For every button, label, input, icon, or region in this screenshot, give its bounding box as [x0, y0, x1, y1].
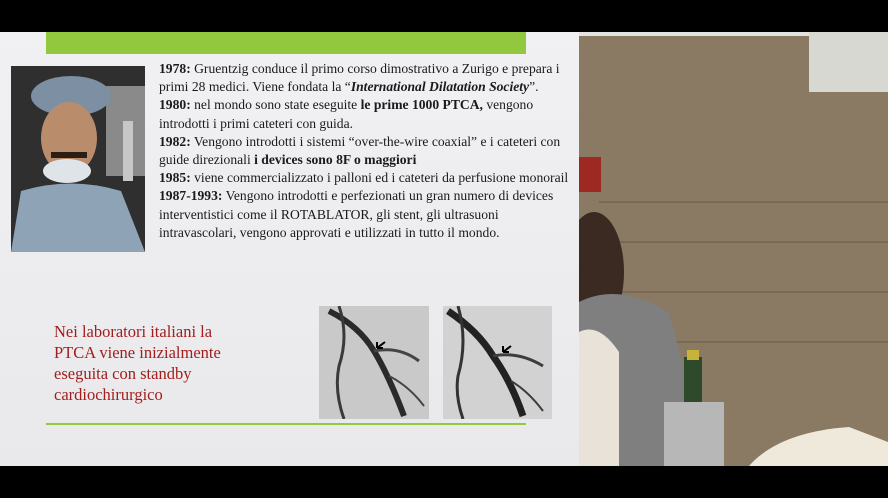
speaker-camera-view [579, 32, 888, 466]
history-entry: 1982: Vengono introdotti i sistemi “over-the-wire coaxial” e i cateteri con guide direzionali i devices sono 8F o maggiori [159, 133, 561, 168]
letterbox-bottom [0, 466, 888, 498]
history-entry: 1980: nel mondo sono state eseguite le prime 1000 PTCA, vengono introdotti i primi cateteri con guida. [159, 97, 534, 131]
history-entry: 1985: viene commercializzato i palloni ed i cateteri da perfusione monorail [159, 170, 569, 186]
note-line: eseguita con standby [54, 364, 192, 383]
note-line: PTCA viene inizialmente [54, 343, 221, 362]
angiogram-image-before [319, 306, 429, 419]
history-entry: 1978: Gruentzig conduce il primo corso dimostrativo a Zurigo e prepara i primi 28 medici. Viene fondata la “International Dilatation Society”. [159, 61, 560, 95]
letterbox-top [0, 0, 888, 32]
note-line: Nei laboratori italiani la [54, 322, 213, 341]
history-text-block [159, 60, 569, 242]
standby-note [54, 321, 284, 405]
angiogram-image-after [443, 306, 552, 419]
presentation-slide [0, 32, 579, 466]
note-line: cardiochirurgico [54, 385, 163, 404]
slide-accent-bar-bottom [46, 423, 526, 425]
surgeon-portrait-image [11, 66, 145, 252]
history-entry: 1987-1993: Vengono introdotti e perfezionati un gran numero di devices interventistici come il ROTABLATOR, gli stent, gli ultrasuoni intravascolari, vengono approvati e utilizzati in tutto il mondo. [159, 188, 554, 240]
slide-accent-bar-top [46, 32, 526, 54]
